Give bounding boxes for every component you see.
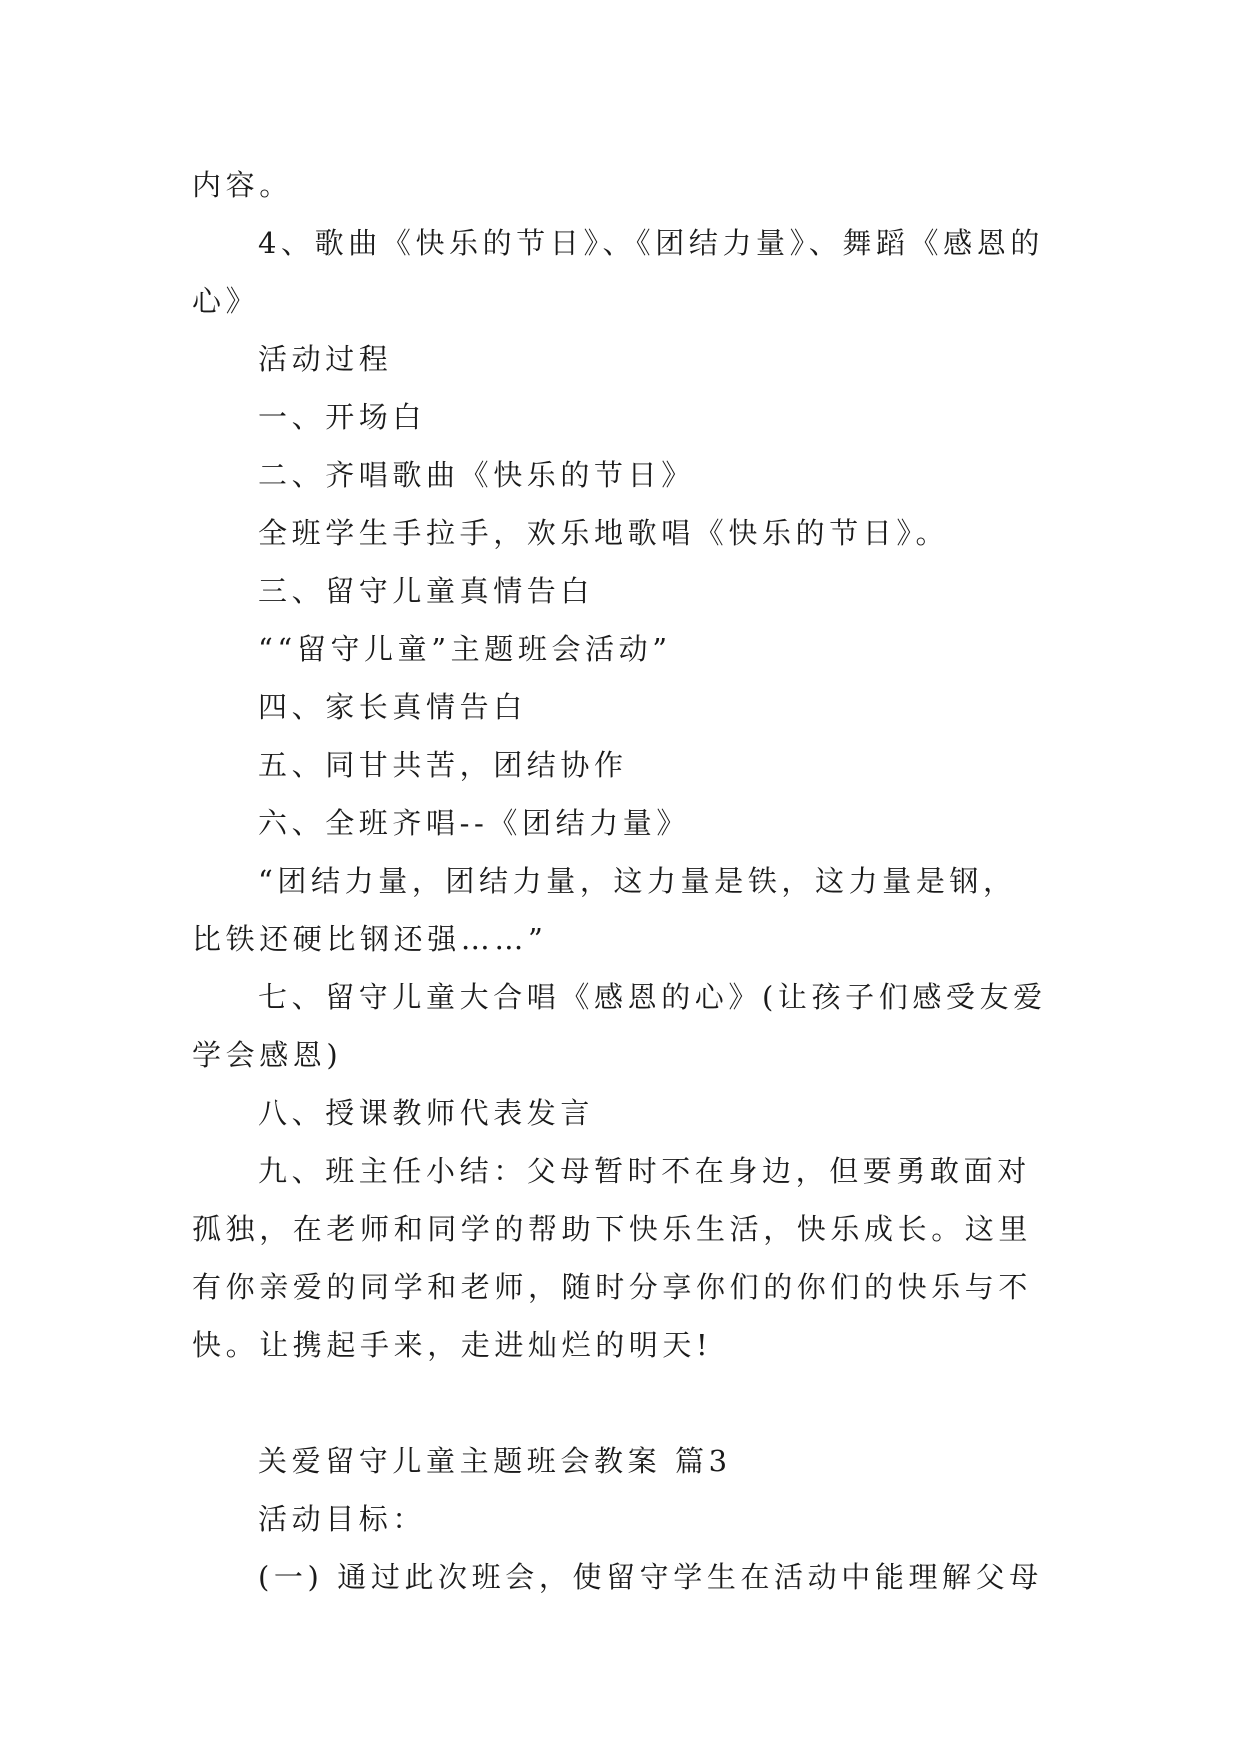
step-2: 二、齐唱歌曲《快乐的节日》 [258, 458, 695, 492]
paragraph-materials-item-4: 4、歌曲《快乐的节日》、《团结力量》、舞蹈《感恩的心》 [192, 226, 1044, 318]
step-3: 三、留守儿童真情告白 [258, 574, 595, 608]
goal-1: (一) 通过此次班会，使留守学生在活动中能理解父母 [258, 1560, 1043, 1594]
heading-activity-goals: 活动目标： [258, 1502, 427, 1536]
paragraph-continuation: 内容。 [192, 168, 293, 202]
step-3-detail: ““留守儿童”主题班会活动” [258, 632, 672, 666]
heading-activity-process: 活动过程 [258, 342, 393, 376]
step-7: 七、留守儿童大合唱《感恩的心》(让孩子们感受友爱学会感恩) [192, 980, 1047, 1072]
step-1: 一、开场白 [258, 400, 427, 434]
step-6-lyrics: “团结力量，团结力量，这力量是铁，这力量是钢，比铁还硬比钢还强……” [192, 864, 1017, 956]
step-5: 五、同甘共苦，团结协作 [258, 748, 628, 782]
step-9-summary: 九、班主任小结：父母暂时不在身边，但要勇敢面对孤独，在老师和同学的帮助下快乐生活，快乐成长。这里有你亲爱的同学和老师，随时分享你们的你们的快乐与不快。让携起手来，走进灿烂的明天! [192, 1154, 1033, 1362]
document-body [192, 156, 1050, 1606]
section-spacer [192, 1374, 1050, 1432]
step-4: 四、家长真情告白 [258, 690, 527, 724]
step-6: 六、全班齐唱--《团结力量》 [258, 806, 690, 840]
step-8: 八、授课教师代表发言 [258, 1096, 595, 1130]
step-2-detail: 全班学生手拉手，欢乐地歌唱《快乐的节日》。 [258, 516, 950, 550]
section-heading: 关爱留守儿童主题班会教案 篇3 [258, 1444, 732, 1478]
